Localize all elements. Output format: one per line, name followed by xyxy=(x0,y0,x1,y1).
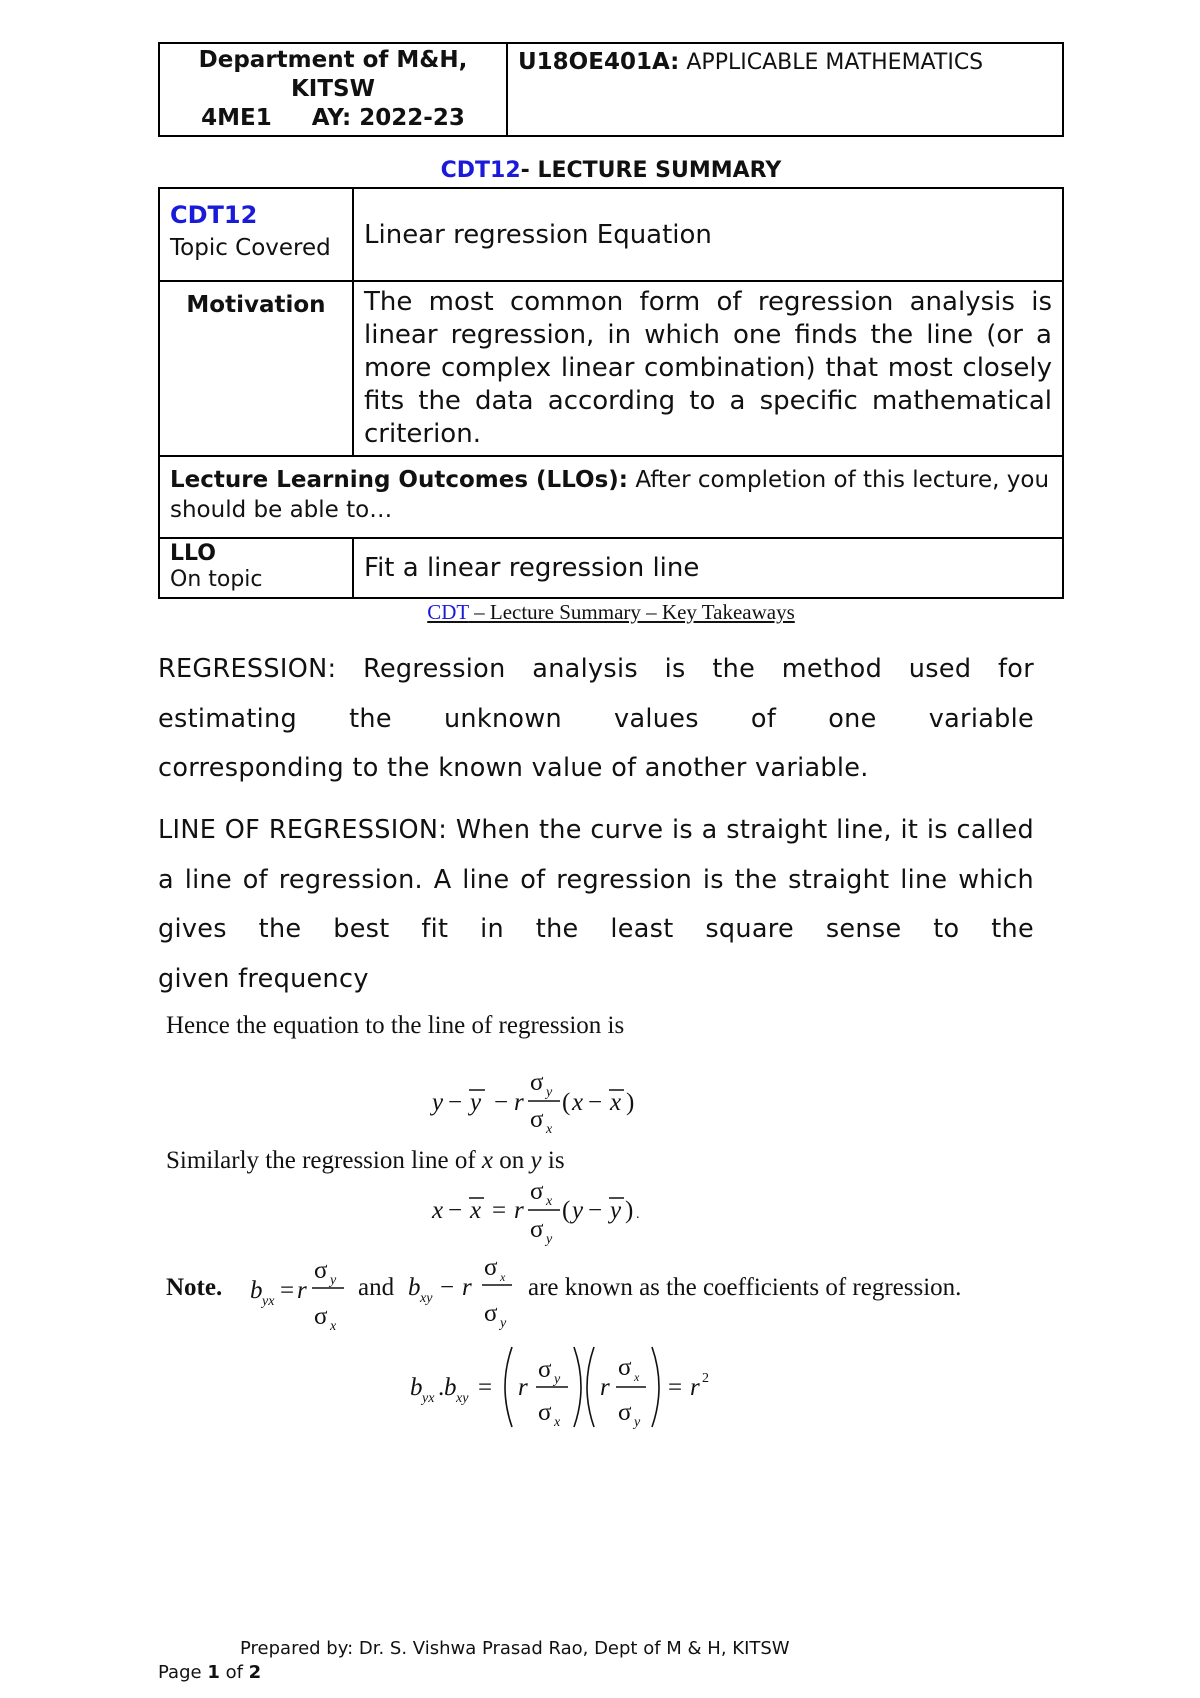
svg-text:x: x xyxy=(500,1270,506,1284)
svg-text:=: = xyxy=(478,1374,493,1401)
llo-value: Fit a linear regression line xyxy=(353,538,1063,598)
svg-text:y: y xyxy=(546,1085,553,1100)
institute-name: KITSW xyxy=(290,76,375,102)
svg-text:=: = xyxy=(668,1374,683,1401)
svg-text:−: − xyxy=(448,1089,463,1116)
course-name: APPLICABLE MATHEMATICS xyxy=(679,50,984,75)
svg-text:x: x xyxy=(610,1089,622,1116)
svg-text:): ) xyxy=(625,1197,634,1224)
svg-text:.: . xyxy=(636,1207,640,1222)
svg-text:=: = xyxy=(492,1197,507,1224)
svg-text:y: y xyxy=(546,1232,553,1247)
note-and: and xyxy=(358,1274,395,1301)
svg-text:σ: σ xyxy=(484,1300,498,1327)
topic-value: Linear regression Equation xyxy=(353,188,1063,281)
equation-intro: Hence the equation to the line of regression is xyxy=(166,1012,625,1039)
line-text-end: given frequency xyxy=(158,963,369,994)
svg-text:r: r xyxy=(514,1089,524,1116)
note-known-as: are known as the coefficients of regression. xyxy=(528,1274,962,1301)
svg-text:σ: σ xyxy=(530,1178,544,1205)
llo-sublabel: On topic xyxy=(170,567,263,592)
takeaway-cdt: CDT xyxy=(427,600,469,624)
svg-text:σ: σ xyxy=(538,1399,552,1426)
svg-text:σ: σ xyxy=(484,1254,498,1281)
svg-text:σ: σ xyxy=(618,1399,632,1426)
regression-text-end: corresponding to the known value of another variable. xyxy=(158,753,869,783)
svg-text:r: r xyxy=(514,1197,524,1224)
svg-text:2: 2 xyxy=(702,1371,709,1386)
svg-text:y: y xyxy=(634,1415,641,1430)
svg-text:x: x xyxy=(546,1194,553,1209)
svg-text:b: b xyxy=(408,1274,421,1301)
svg-text:b: b xyxy=(250,1277,263,1304)
svg-text:r: r xyxy=(462,1274,472,1301)
similarly-sentence: Similarly the regression line of x on y is xyxy=(166,1147,565,1174)
topic-label: Topic Covered xyxy=(170,235,331,261)
note-coefficients xyxy=(166,1254,961,1334)
svg-text:x: x xyxy=(470,1197,482,1224)
svg-text:x: x xyxy=(432,1197,444,1224)
svg-text:x: x xyxy=(634,1370,640,1384)
svg-text:y: y xyxy=(432,1089,444,1116)
svg-text:y: y xyxy=(572,1197,584,1224)
svg-text:xy: xy xyxy=(456,1391,469,1406)
svg-text:σ: σ xyxy=(538,1356,552,1383)
svg-text:σ: σ xyxy=(530,1216,544,1243)
svg-text:r: r xyxy=(297,1277,307,1304)
svg-text:x: x xyxy=(554,1415,561,1430)
svg-text:r: r xyxy=(600,1374,610,1401)
llo-intro: After completion of this lecture, you should be able to… xyxy=(170,467,1050,523)
svg-text:σ: σ xyxy=(314,1257,328,1284)
topic-code: CDT12 xyxy=(170,201,258,229)
equation-x-on-y xyxy=(431,1178,640,1247)
svg-text:(: ( xyxy=(562,1197,571,1224)
equation-product-coefficients xyxy=(410,1347,709,1430)
llo-heading: Lecture Learning Outcomes (LLOs): xyxy=(170,467,629,493)
equation-y-on-x xyxy=(429,1069,634,1137)
motivation-label: Motivation xyxy=(159,281,353,456)
svg-text:σ: σ xyxy=(618,1354,632,1381)
svg-text:.: . xyxy=(438,1374,445,1401)
motivation-text: The most common form of regression analysis is linear regression, in which one finds the line (or a more complex linear combination) that most closely fits the data according to a specific mathematical criterion. xyxy=(353,281,1063,456)
line-text: LINE OF REGRESSION: When the curve is a straight line, it is called a line of regression. A line of regression is the straight line which gives the best fit in the least square sense to the xyxy=(158,815,1034,944)
svg-text:x: x xyxy=(546,1122,553,1137)
svg-text:xy: xy xyxy=(420,1291,433,1306)
summary-title-text: - LECTURE SUMMARY xyxy=(520,158,782,183)
note-label: Note. xyxy=(166,1274,223,1301)
svg-text:σ: σ xyxy=(530,1106,544,1133)
svg-text:yx: yx xyxy=(262,1294,275,1309)
summary-title-code: CDT12 xyxy=(440,158,521,183)
svg-text:y: y xyxy=(610,1197,622,1224)
svg-text:−: − xyxy=(448,1197,463,1224)
svg-text:x: x xyxy=(330,1319,337,1334)
svg-text:yx: yx xyxy=(422,1391,435,1406)
svg-text:r: r xyxy=(690,1374,700,1401)
takeaway-text: – Lecture Summary – Key Takeaways xyxy=(468,600,795,624)
svg-text:−: − xyxy=(588,1197,603,1224)
svg-text:): ) xyxy=(626,1089,635,1116)
svg-text:y: y xyxy=(470,1089,482,1116)
department-name: Department of M&H, xyxy=(198,47,468,73)
svg-text:−: − xyxy=(494,1089,509,1116)
svg-text:r: r xyxy=(518,1374,528,1401)
svg-text:=: = xyxy=(280,1277,295,1304)
svg-text:y: y xyxy=(554,1372,561,1387)
regression-text: REGRESSION: Regression analysis is the method used for estimating the unknown values of one variable xyxy=(158,654,1034,734)
svg-text:σ: σ xyxy=(530,1069,544,1096)
llo-label: LLO xyxy=(170,541,216,566)
svg-text:−: − xyxy=(588,1089,603,1116)
svg-text:b: b xyxy=(410,1374,423,1401)
svg-text:y: y xyxy=(330,1273,337,1288)
course-code: U18OE401A: xyxy=(518,49,680,75)
svg-text:x: x xyxy=(572,1089,584,1116)
prepared-by: Prepared by: Dr. S. Vishwa Prasad Rao, Dept of M & H, KITSW xyxy=(240,1638,790,1659)
svg-text:−: − xyxy=(440,1274,455,1301)
svg-text:(: ( xyxy=(562,1089,571,1116)
svg-text:σ: σ xyxy=(314,1303,328,1330)
svg-text:b: b xyxy=(444,1374,457,1401)
page-number: Page 1 of 2 xyxy=(158,1662,262,1683)
svg-text:y: y xyxy=(500,1316,507,1331)
class-year: 4ME1 AY: 2022-23 xyxy=(201,105,465,131)
